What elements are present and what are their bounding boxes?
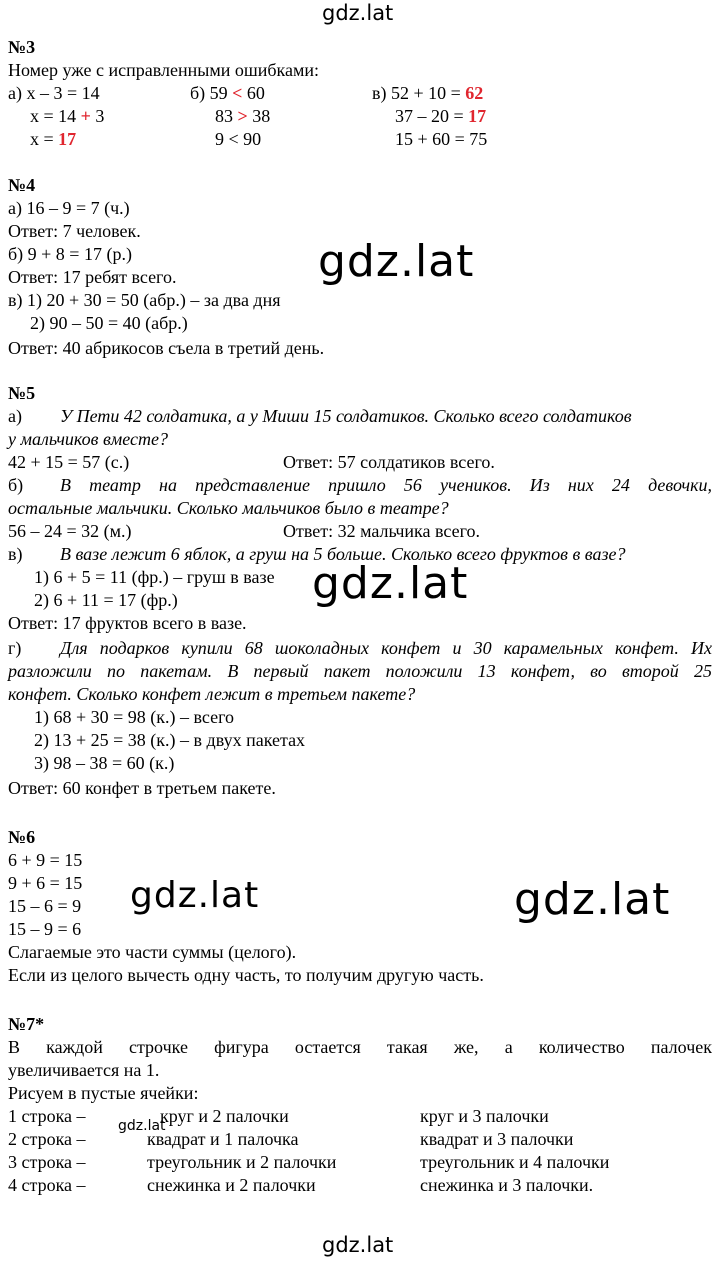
watermark-center-2: gdz.lat	[312, 558, 469, 609]
s5-g-question-3: конфет. Сколько конфет лежит в третьем пакете?	[8, 684, 416, 704]
s3-b-line2: 83 > 38	[215, 106, 271, 126]
s4-line6: 2) 90 – 50 = 40 (абр.)	[30, 313, 188, 333]
s5-g-question-2: разложили по пакетам. В первый пакет положили 13 конфет, во второй 25	[8, 661, 712, 681]
section-3-intro: Номер уже с исправленными ошибками:	[8, 60, 319, 80]
s3-a-line3: x = 17	[30, 129, 77, 149]
s7-paragraph-1: В каждой строчке фигура остается такая же, а количество палочек	[8, 1037, 712, 1057]
s5-v-step-2: 2) 6 + 11 = 17 (фр.)	[34, 590, 178, 610]
s5-a-answer: Ответ: 57 солдатиков всего.	[283, 452, 495, 472]
s6-line3: 15 – 6 = 9	[8, 896, 82, 916]
section-6-title: №6	[8, 827, 36, 847]
s5-g-step-2: 2) 13 + 25 = 38 (к.) – в двух пакетах	[34, 730, 306, 750]
s6-line6: Если из целого вычесть одну часть, то получим другую часть.	[8, 965, 484, 985]
s5-g-label: г)	[8, 638, 22, 658]
s3-b-line3: 9 < 90	[215, 129, 262, 149]
s7-row-2-col-2: квадрат и 3 палочки	[420, 1129, 574, 1149]
section-7-title: №7*	[8, 1014, 45, 1034]
s5-b-label: б)	[8, 475, 24, 495]
s5-g-step-3: 3) 98 – 38 = 60 (к.)	[34, 753, 175, 773]
s6-line4: 15 – 9 = 6	[8, 919, 82, 939]
s5-b-solution: 56 – 24 = 32 (м.)	[8, 521, 132, 541]
s3-v-line1: в) 52 + 10 = 62	[372, 83, 484, 103]
s5-v-question: В вазе лежит 6 яблок, а груш на 5 больше. Сколько всего фруктов в вазе?	[60, 544, 626, 564]
s7-row-3-col-1: треугольник и 2 палочки	[147, 1152, 337, 1172]
s3-b-line1: б) 59 < 60	[190, 83, 265, 103]
s3-a-line2: x = 14 + 3	[30, 106, 105, 126]
s5-v-label: в)	[8, 544, 23, 564]
s5-v-answer: Ответ: 17 фруктов всего в вазе.	[8, 613, 247, 633]
s5-a-solution: 42 + 15 = 57 (с.)	[8, 452, 130, 472]
s4-line3: б) 9 + 8 = 17 (р.)	[8, 244, 132, 264]
section-4-title: №4	[8, 175, 36, 195]
s7-row-3-label: 3 строка –	[8, 1152, 86, 1172]
s4-line4: Ответ: 17 ребят всего.	[8, 267, 177, 287]
s7-row-4-label: 4 строка –	[8, 1175, 86, 1195]
s7-row-1-col-2: круг и 3 палочки	[420, 1106, 549, 1126]
s5-b-question-2: остальные мальчики. Сколько мальчиков было в театре?	[8, 498, 449, 518]
s7-row-1-col-1: круг и 2 палочки	[160, 1106, 289, 1126]
s5-v-step-1: 1) 6 + 5 = 11 (фр.) – груш в вазе	[34, 567, 275, 587]
watermark-left: gdz.lat	[130, 875, 260, 916]
section-5-title: №5	[8, 383, 36, 403]
s5-g-answer: Ответ: 60 конфет в третьем пакете.	[8, 778, 276, 798]
s5-a-question-2: у мальчиков вместе?	[8, 429, 168, 449]
s4-line7: Ответ: 40 абрикосов съела в третий день.	[8, 338, 325, 358]
s7-row-3-col-2: треугольник и 4 палочки	[420, 1152, 610, 1172]
s7-paragraph-3: Рисуем в пустые ячейки:	[8, 1083, 199, 1103]
s5-b-answer: Ответ: 32 мальчика всего.	[283, 521, 481, 541]
watermark-top: gdz.lat	[322, 1, 394, 25]
s6-line2: 9 + 6 = 15	[8, 873, 83, 893]
s7-row-2-label: 2 строка –	[8, 1129, 86, 1149]
s5-g-question-1: Для подарков купили 68 шоколадных конфет и 30 карамельных конфет. Их	[60, 638, 712, 658]
s3-a-line1: а) x – 3 = 14	[8, 83, 100, 103]
s4-line2: Ответ: 7 человек.	[8, 221, 141, 241]
s7-row-4-col-2: снежинка и 3 палочки.	[420, 1175, 594, 1195]
s3-v-line3: 15 + 60 = 75	[395, 129, 488, 149]
watermark-right: gdz.lat	[514, 874, 671, 925]
s6-line1: 6 + 9 = 15	[8, 850, 83, 870]
s4-line5: в) 1) 20 + 30 = 50 (абр.) – за два дня	[8, 290, 281, 310]
s7-paragraph-2: увеличивается на 1.	[8, 1060, 160, 1080]
s6-line5: Слагаемые это части суммы (целого).	[8, 942, 297, 962]
s7-row-2-col-1: квадрат и 1 палочка	[147, 1129, 299, 1149]
watermark-tiny: gdz.lat	[118, 1118, 166, 1134]
s5-a-question-1: У Пети 42 солдатика, а у Миши 15 солдатиков. Сколько всего солдатиков	[60, 406, 632, 426]
s3-v-line2: 37 – 20 = 17	[395, 106, 487, 126]
s7-row-1-label: 1 строка –	[8, 1106, 86, 1126]
s5-b-question-1: В театр на представление пришло 56 учеников. Из них 24 девочки,	[60, 475, 712, 495]
watermark-bottom: gdz.lat	[322, 1233, 394, 1257]
s5-a-label: а)	[8, 406, 22, 426]
s7-row-4-col-1: снежинка и 2 палочки	[147, 1175, 316, 1195]
s5-g-step-1: 1) 68 + 30 = 98 (к.) – всего	[34, 707, 235, 727]
section-3-title: №3	[8, 37, 36, 57]
watermark-center-1: gdz.lat	[318, 236, 475, 287]
s4-line1: а) 16 – 9 = 7 (ч.)	[8, 198, 130, 218]
